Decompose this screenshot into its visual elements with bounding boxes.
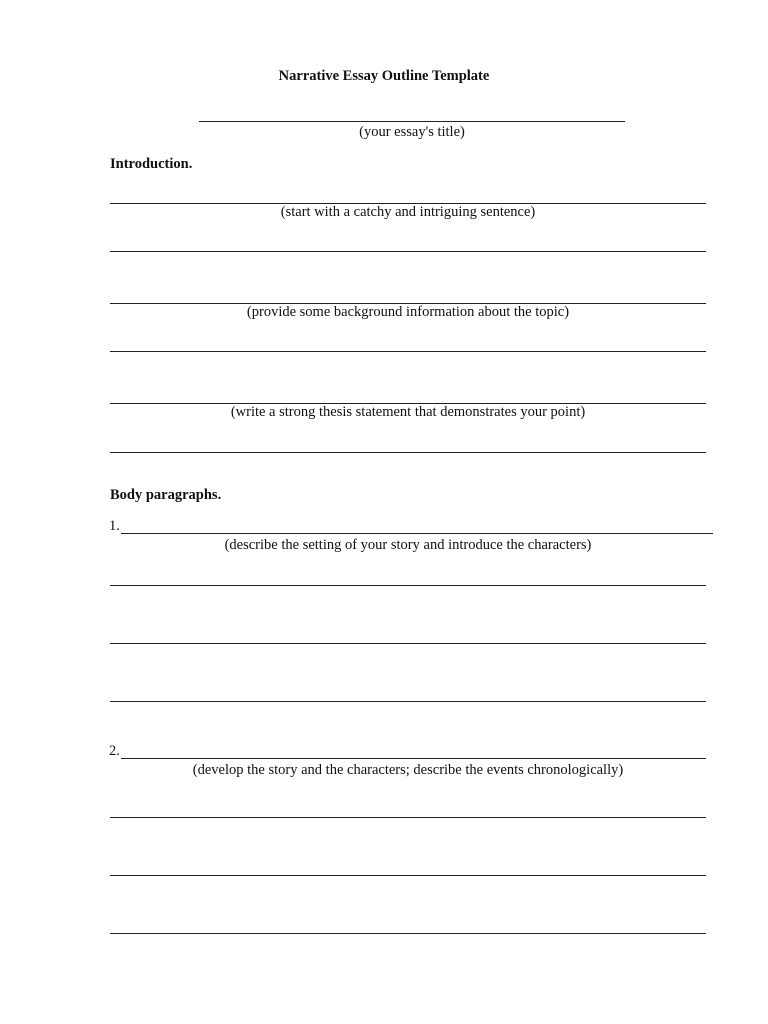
intro-hint-background: (provide some background information about the topic) [246,304,570,320]
intro-hint-thesis: (write a strong thesis statement that demonstrates your point) [230,404,586,420]
body-answer-line[interactable] [110,933,706,934]
body-item-hint-development: (develop the story and the characters; describe the events chronologically) [192,762,624,778]
essay-title-line[interactable] [199,121,625,122]
intro-answer-line[interactable] [110,452,706,453]
body-item-title-line[interactable] [121,533,713,534]
body-answer-line[interactable] [110,643,706,644]
body-item-number: 1. [109,518,120,534]
body-paragraphs-heading: Body paragraphs. [110,487,222,503]
essay-title-hint: (your essay's title) [359,124,465,140]
intro-answer-line[interactable] [110,251,706,252]
body-item-title-line[interactable] [121,758,706,759]
body-answer-line[interactable] [110,701,706,702]
introduction-heading: Introduction. [110,156,193,172]
document-title: Narrative Essay Outline Template [278,68,490,84]
body-answer-line[interactable] [110,817,706,818]
intro-hint-hook: (start with a catchy and intriguing sentence) [280,204,536,220]
intro-answer-line[interactable] [110,351,706,352]
body-answer-line[interactable] [110,875,706,876]
body-item-hint-setting: (describe the setting of your story and introduce the characters) [224,537,592,553]
body-item-number: 2. [109,743,120,759]
body-answer-line[interactable] [110,585,706,586]
